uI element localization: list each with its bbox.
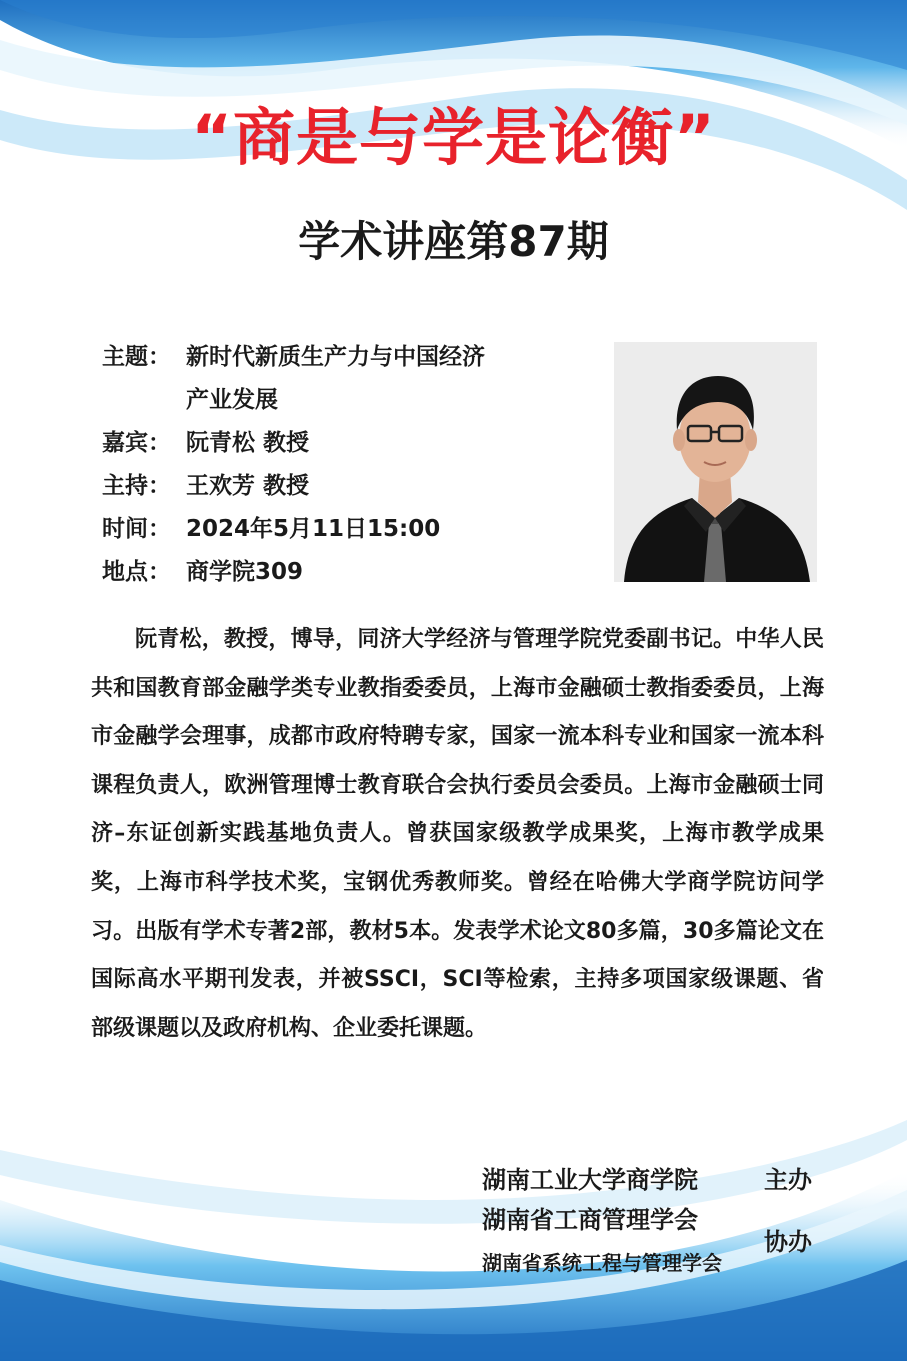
place-value: 商学院309: [186, 559, 304, 585]
place-label: 地点：: [102, 559, 171, 585]
speaker-portrait-illustration: [614, 342, 817, 582]
organizers: [482, 1160, 842, 1290]
host-label: 主持：: [102, 473, 171, 499]
guest-label: 嘉宾：: [102, 430, 171, 456]
topic-value-line2: 产业发展: [186, 387, 278, 413]
co-organizer-1: 湖南省工商管理学会: [482, 1205, 698, 1234]
organizer-role-main: 主办: [764, 1165, 812, 1194]
speaker-photo: [614, 342, 817, 582]
topic-row: [102, 336, 602, 379]
host-row: [102, 465, 602, 508]
place-row: [102, 551, 602, 594]
poster-subtitle: 学术讲座第87期: [298, 217, 609, 266]
time-label: 时间：: [102, 516, 171, 542]
host-value: 王欢芳 教授: [186, 473, 310, 499]
guest-value: 阮青松 教授: [186, 430, 310, 456]
speaker-biography: 阮青松，教授，博导，同济大学经济与管理学院党委副书记。中华人民共和国教育部金融学类专业教指委委员，上海市金融硕士教指委委员，上海市金融学会理事，成都市政府特聘专家，国家一流本科专业和国家一流本科课程负责人，欧洲管理博士教育联合会执行委员会委员。上海市金融硕士同济–东证创新实践基地负责人。曾获国家级教学成果奖，上海市教学成果奖，上海市科学技术奖，宝钢优秀教师奖。曾经在哈佛大学商学院访问学习。出版有学术专著2部，教材5本。发表学术论文80多篇，30多篇论文在国际高水平期刊发表，并被SSCI，SCI等检索，主持多项国家级课题、省部级课题以及政府机构、企业委托课题。: [91, 627, 824, 1041]
guest-row: [102, 422, 602, 465]
poster-title: “商是与学是论衡”: [191, 101, 716, 174]
time-row: [102, 508, 602, 551]
organizer-main: 湖南工业大学商学院: [482, 1165, 698, 1194]
lecture-info: [102, 336, 602, 594]
organizer-role-co: 协办: [764, 1227, 812, 1256]
topic-row-continued: [102, 379, 602, 422]
topic-label: 主题：: [102, 344, 171, 370]
time-value: 2024年5月11日15:00: [186, 516, 441, 542]
topic-value-line1: 新时代新质生产力与中国经济: [186, 344, 485, 370]
co-organizer-2: 湖南省系统工程与管理学会: [482, 1251, 722, 1275]
